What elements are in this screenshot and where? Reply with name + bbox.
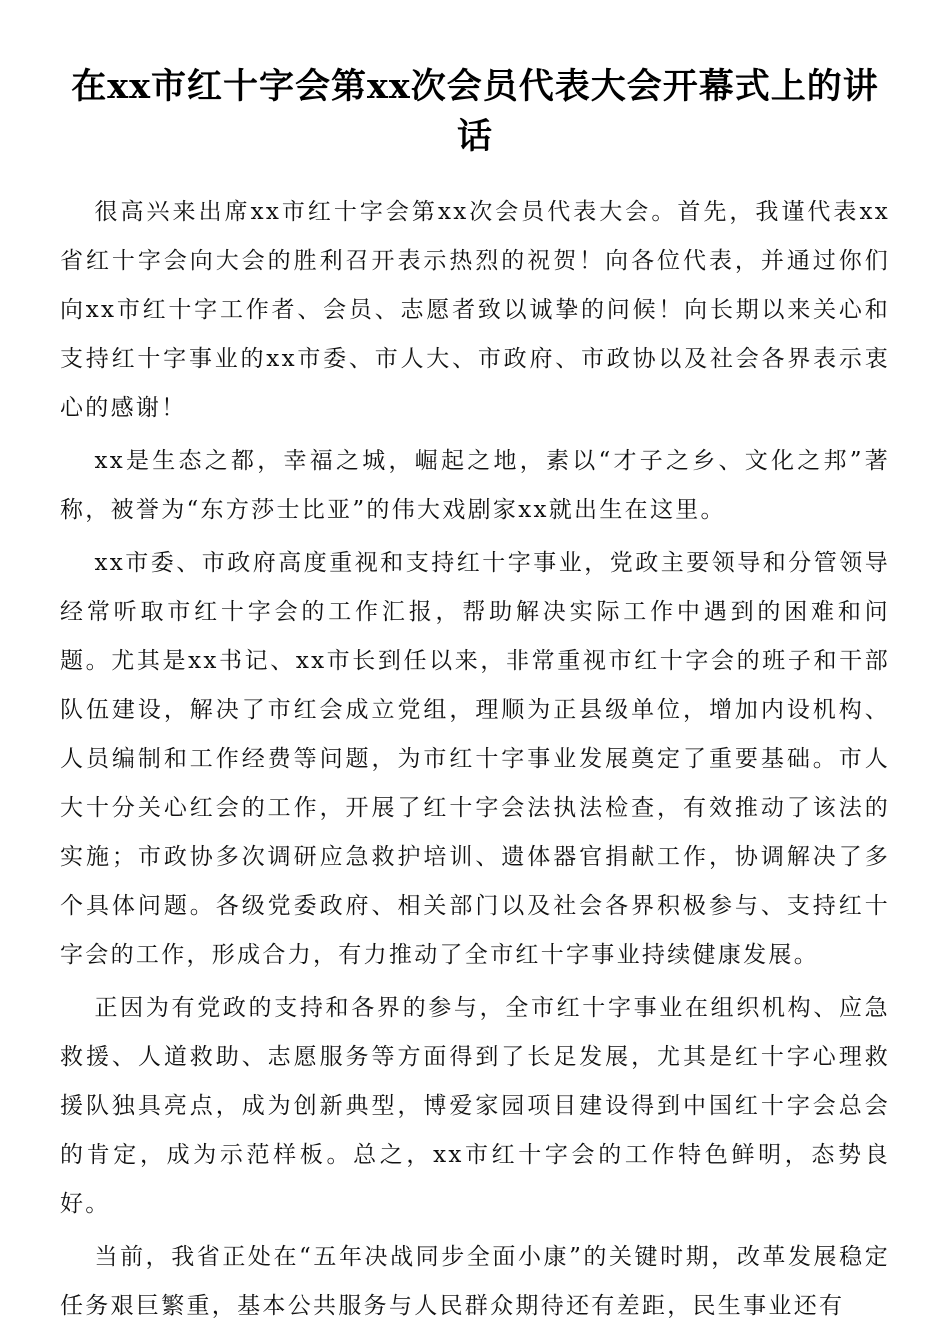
paragraph-greeting: 很高兴来出席xx市红十字会第xx次会员代表大会。首先，我谨代表xx省红十字会向大会的胜利召开表示热烈的祝贺！向各位代表，并通过你们向xx市红十字工作者、会员、志愿者致以诚挚的问候！向长期以来关心和支持红十字事业的xx市委、市人大、市政府、市政协以及社会各界表示衷心的感谢！	[60, 199, 890, 421]
paragraph-achievements: 正因为有党政的支持和各界的参与，全市红十字事业在组织机构、应急救援、人道救助、志愿服务等方面得到了长足发展，尤其是红十字心理救援队独具亮点，成为创新典型，博爱家园项目建设得到中国红十字会总会的肯定，成为示范样板。总之，xx市红十字会的工作特色鲜明，态势良好。	[60, 995, 890, 1217]
document-title: 在xx市红十字会第xx次会员代表大会开幕式上的讲话	[71, 66, 879, 157]
paragraph-current-situation: 当前，我省正处在“五年决战同步全面小康”的关键时期，改革发展稳定任务艰巨繁重，基本公共服务与人民群众期待还有差距，民生事业还有	[60, 1244, 890, 1319]
paragraph-city-intro: xx是生态之都，幸福之城，崛起之地，素以“才子之乡、文化之邦”著称，被誉为“东方莎士比亚”的伟大戏剧家xx就出生在这里。	[60, 448, 890, 523]
document-body	[60, 188, 890, 1335]
paragraph-government-support: xx市委、市政府高度重视和支持红十字事业，党政主要领导和分管领导经常听取市红十字会的工作汇报，帮助解决实际工作中遇到的困难和问题。尤其是xx书记、xx市长到任以来，非常重视市红十字会的班子和干部队伍建设，解决了市红会成立党组，理顺为正县级单位，增加内设机构、人员编制和工作经费等问题，为市红十字事业发展奠定了重要基础。市人大十分关心红会的工作，开展了红十字会法执法检查，有效推动了该法的实施；市政协多次调研应急救护培训、遗体器官捐献工作，协调解决了多个具体问题。各级党委政府、相关部门以及社会各界积极参与、支持红十字会的工作，形成合力，有力推动了全市红十字事业持续健康发展。	[60, 550, 890, 968]
